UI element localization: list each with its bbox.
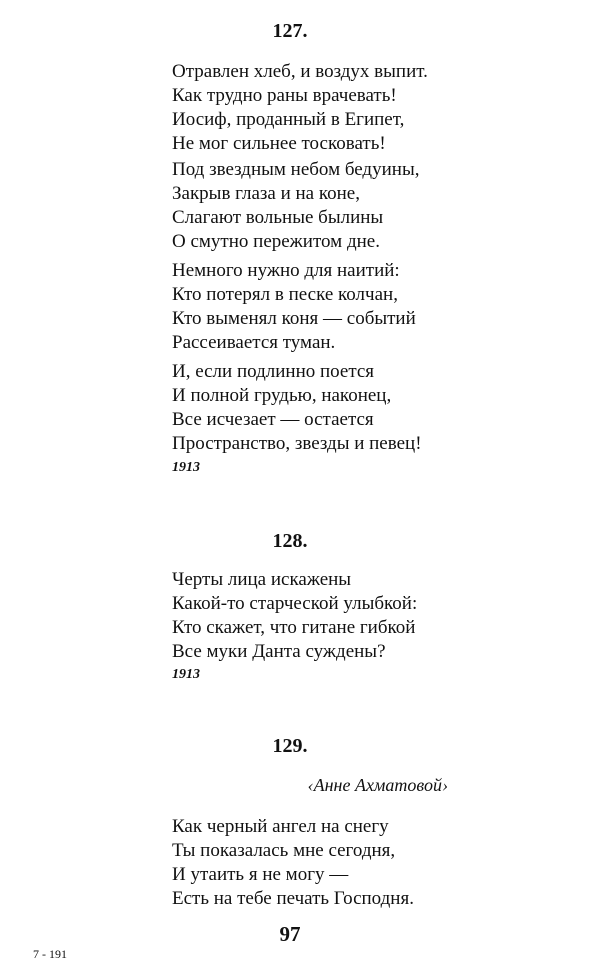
- verse-line: И, если подлинно поется: [172, 361, 375, 382]
- verse-line: Какой-то старческой улыбкой:: [172, 593, 418, 614]
- verse-line: И утаить я не могу —: [172, 864, 349, 885]
- verse-line: Отравлен хлеб, и воздух выпит.: [172, 61, 428, 82]
- poem-129-stanza-1: [172, 815, 414, 911]
- verse-line: Кто скажет, что гитане гибкой: [172, 617, 416, 638]
- signature-mark: 7 - 191: [33, 947, 67, 961]
- poem-128-date: 1913: [172, 667, 200, 682]
- verse-line: И полной грудью, наконец,: [172, 385, 392, 406]
- verse-line: Пространство, звезды и певец!: [172, 433, 422, 454]
- verse-line: Немного нужно для наитий:: [172, 260, 400, 281]
- verse-line: Все исчезает — остается: [172, 409, 374, 430]
- poem-129-number: 129.: [272, 735, 308, 757]
- verse-line: Не мог сильнее тосковать!: [172, 133, 386, 154]
- verse-line: Кто потерял в песке колчан,: [172, 284, 398, 305]
- poem-127-stanza-3: [172, 259, 416, 355]
- verse-line: Ты показалась мне сегодня,: [172, 840, 396, 861]
- verse-line: Под звездным небом бедуины,: [172, 159, 420, 180]
- verse-line: Есть на тебе печать Господня.: [172, 888, 414, 909]
- verse-line: Кто выменял коня — событий: [172, 308, 416, 329]
- poem-129-dedication: ‹Анне Ахматовой›: [307, 775, 448, 795]
- poem-127-date: 1913: [172, 460, 200, 475]
- verse-line: Слагают вольные былины: [172, 207, 384, 228]
- poem-127-stanza-2: [172, 158, 419, 254]
- verse-line: Рассеивается туман.: [172, 332, 336, 353]
- poem-127-number: 127.: [272, 20, 308, 42]
- verse-line: Закрыв глаза и на коне,: [172, 183, 360, 204]
- verse-line: Как трудно раны врачевать!: [172, 85, 397, 106]
- page-number: 97: [279, 922, 301, 946]
- verse-line: Черты лица искажены: [172, 569, 352, 590]
- verse-line: О смутно пережитом дне.: [172, 231, 380, 252]
- verse-line: Как черный ангел на снегу: [172, 816, 389, 837]
- poem-128-stanza-1: [172, 568, 417, 664]
- poem-127-stanza-4: [172, 360, 422, 456]
- verse-line: Все муки Данта суждены?: [172, 641, 386, 662]
- poem-128-number: 128.: [272, 530, 308, 552]
- verse-line: Иосиф, проданный в Египет,: [172, 109, 405, 130]
- poem-127-stanza-1: [172, 60, 428, 156]
